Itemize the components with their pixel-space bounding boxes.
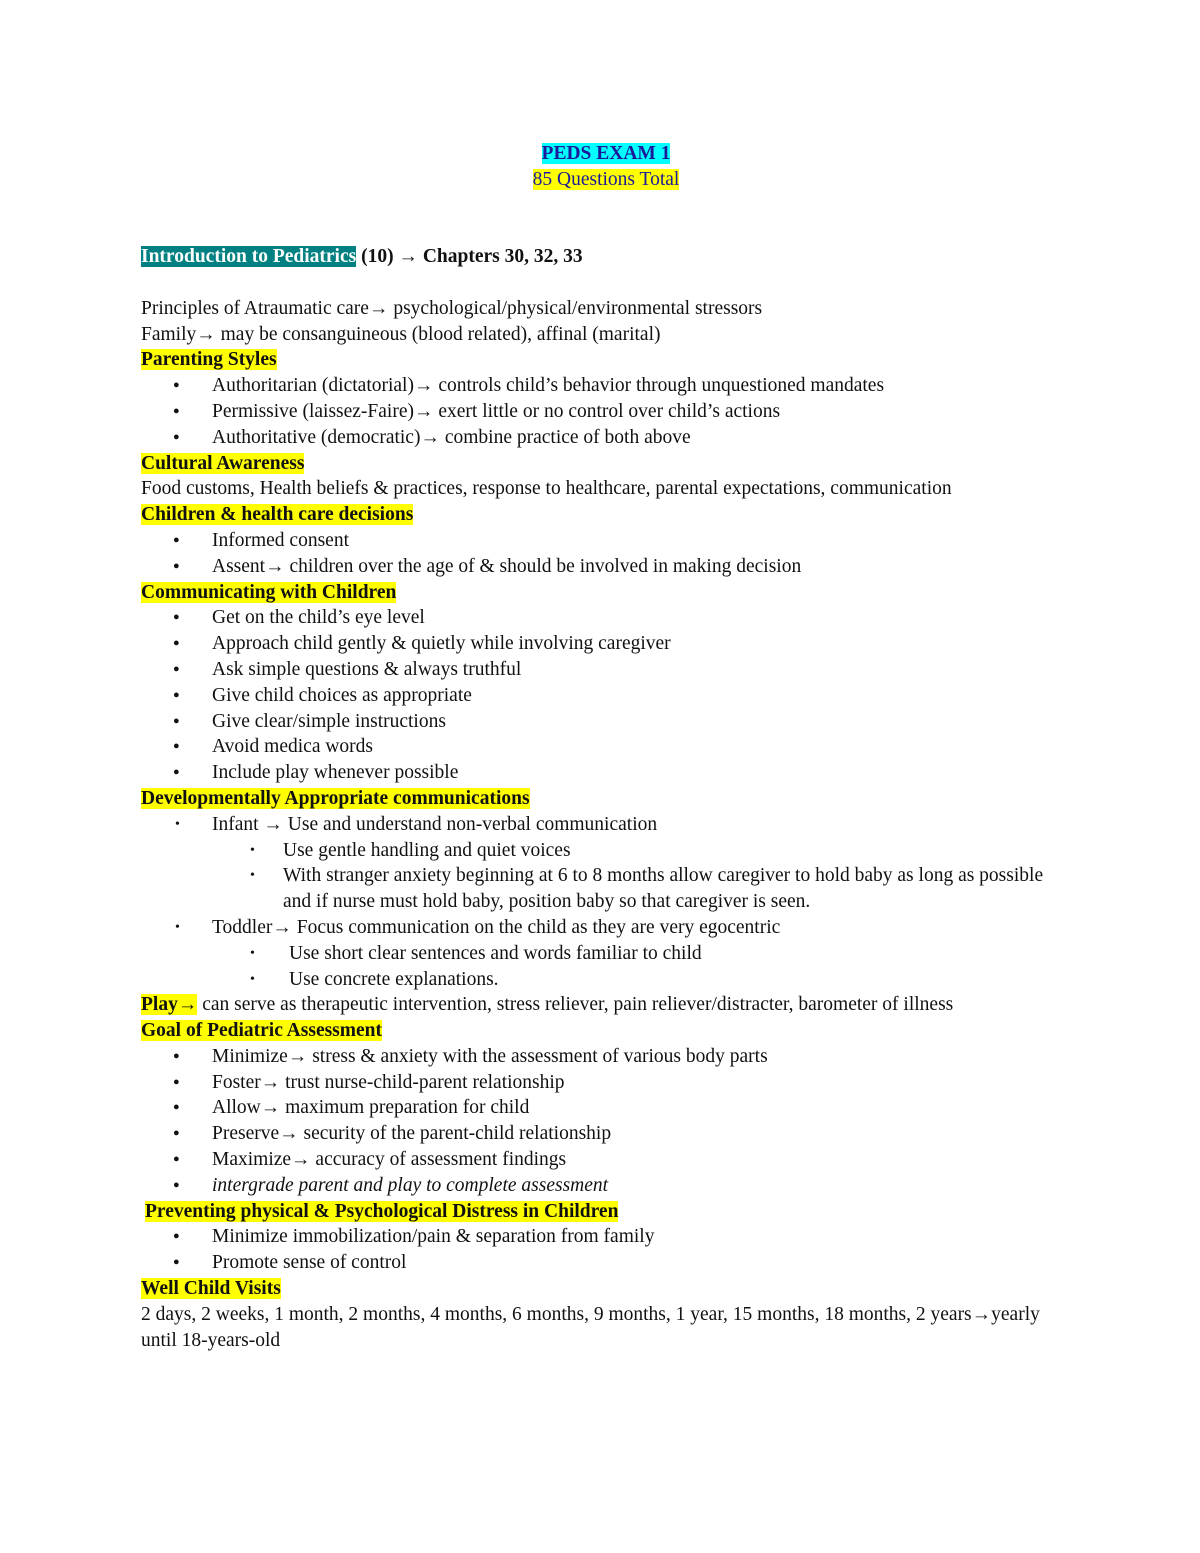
family-line: Family→ may be consanguineous (blood related), affinal (marital): [141, 323, 661, 345]
parenting-heading: Parenting Styles: [141, 349, 277, 371]
document-body: [141, 141, 1071, 1353]
infant-sublist: [141, 838, 1071, 915]
cultural-heading: Cultural Awareness: [141, 452, 305, 474]
list-item: • Use short clear sentences and words familiar to child: [141, 941, 1071, 967]
list-item: ● Approach child gently & quietly while involving caregiver: [141, 631, 1071, 657]
list-item: • Use gentle handling and quiet voices: [141, 838, 1071, 864]
developmental-heading: Developmentally Appropriate communications: [141, 787, 530, 809]
spacer: [141, 193, 1071, 219]
list-item: ● Allow→ maximum preparation for child: [141, 1095, 1071, 1121]
list-item: ● Assent→ children over the age of & should be involved in making decision: [141, 554, 1071, 580]
cultural-text: Food customs, Health beliefs & practices, response to healthcare, parental expectations, communication: [141, 478, 952, 500]
list-item: ● Permissive (laissez-Faire)→ exert little or no control over child’s actions: [141, 399, 1071, 425]
wellchild-heading: Well Child Visits: [141, 1278, 281, 1300]
list-item: ● Minimize immobilization/pain & separation from family: [141, 1224, 1071, 1250]
list-item: ● Informed consent: [141, 528, 1071, 554]
page-subtitle: 85 Questions Total: [532, 168, 680, 190]
wellchild-text: 2 days, 2 weeks, 1 month, 2 months, 4 months, 6 months, 9 months, 1 year, 15 months, 18 months, 2 years→yearly until 18-years-old: [141, 1303, 1040, 1351]
parenting-heading-line: [141, 347, 1071, 373]
list-item-infant: • Infant → Use and understand non-verbal communication: [141, 812, 1071, 838]
wellchild-heading-line: [141, 1276, 1071, 1302]
cultural-heading-line: [141, 451, 1071, 477]
goal-list: [141, 1044, 1071, 1199]
arrow-icon: →: [398, 246, 418, 268]
list-item: ● Preserve→ security of the parent-child relationship: [141, 1121, 1071, 1147]
developmental-list-toddler: [141, 915, 1071, 941]
list-item: • With stranger anxiety beginning at 6 to 8 months allow caregiver to hold baby as long as possible and if nurse must hold baby, position baby so that caregiver is seen.: [141, 863, 1071, 915]
preventing-heading-line: [141, 1199, 1071, 1225]
intro-label: Introduction to Pediatrics: [141, 246, 357, 268]
list-item: ● Include play whenever possible: [141, 760, 1071, 786]
list-item: ● Maximize→ accuracy of assessment findings: [141, 1147, 1071, 1173]
developmental-heading-line: [141, 786, 1071, 812]
list-item-italic: ● intergrade parent and play to complete assessment: [141, 1173, 1071, 1199]
developmental-list: [141, 812, 1071, 838]
list-item: • Use concrete explanations.: [141, 967, 1071, 993]
communicating-heading: Communicating with Children: [141, 581, 397, 603]
list-item: ● Promote sense of control: [141, 1250, 1071, 1276]
decisions-list: [141, 528, 1071, 580]
preventing-list: [141, 1224, 1071, 1276]
decisions-heading: Children & health care decisions: [141, 504, 414, 526]
list-item-toddler: • Toddler→ Focus communication on the child as they are very egocentric: [141, 915, 1071, 941]
subtitle-line: [141, 167, 1071, 193]
section-heading-intro: [141, 244, 1071, 270]
goal-heading: Goal of Pediatric Assessment: [141, 1020, 383, 1042]
spacer: [141, 270, 1071, 296]
play-text: can serve as therapeutic intervention, stress reliever, pain reliever/distracter, barometer of illness: [197, 994, 954, 1016]
decisions-heading-line: [141, 502, 1071, 528]
page-title: PEDS EXAM 1: [541, 143, 671, 164]
list-item: ● Authoritarian (dictatorial)→ controls child’s behavior through unquestioned mandates: [141, 373, 1071, 399]
communicating-heading-line: [141, 580, 1071, 606]
list-item: ● Get on the child’s eye level: [141, 605, 1071, 631]
list-item: ● Authoritative (democratic)→ combine practice of both above: [141, 425, 1071, 451]
list-item: ● Give child choices as appropriate: [141, 683, 1071, 709]
title-line: [141, 141, 1071, 167]
list-item: ● Minimize→ stress & anxiety with the assessment of various body parts: [141, 1044, 1071, 1070]
play-heading: Play→: [141, 994, 198, 1016]
parenting-list: [141, 373, 1071, 450]
atraumatic-line: Principles of Atraumatic care→ psychological/physical/environmental stressors: [141, 297, 763, 319]
preventing-heading: Preventing physical & Psychological Distress in Children: [145, 1200, 619, 1222]
intro-count: (10): [361, 246, 394, 268]
spacer: [141, 218, 1071, 244]
toddler-sublist: [141, 941, 1071, 993]
communicating-list: [141, 605, 1071, 786]
list-item: ● Ask simple questions & always truthful: [141, 657, 1071, 683]
list-item: ● Give clear/simple instructions: [141, 709, 1071, 735]
intro-chapters: Chapters 30, 32, 33: [422, 246, 583, 268]
list-item: ● Avoid medica words: [141, 734, 1071, 760]
list-item: ● Foster→ trust nurse-child-parent relationship: [141, 1070, 1071, 1096]
goal-heading-line: [141, 1018, 1071, 1044]
play-line: [141, 992, 1071, 1018]
